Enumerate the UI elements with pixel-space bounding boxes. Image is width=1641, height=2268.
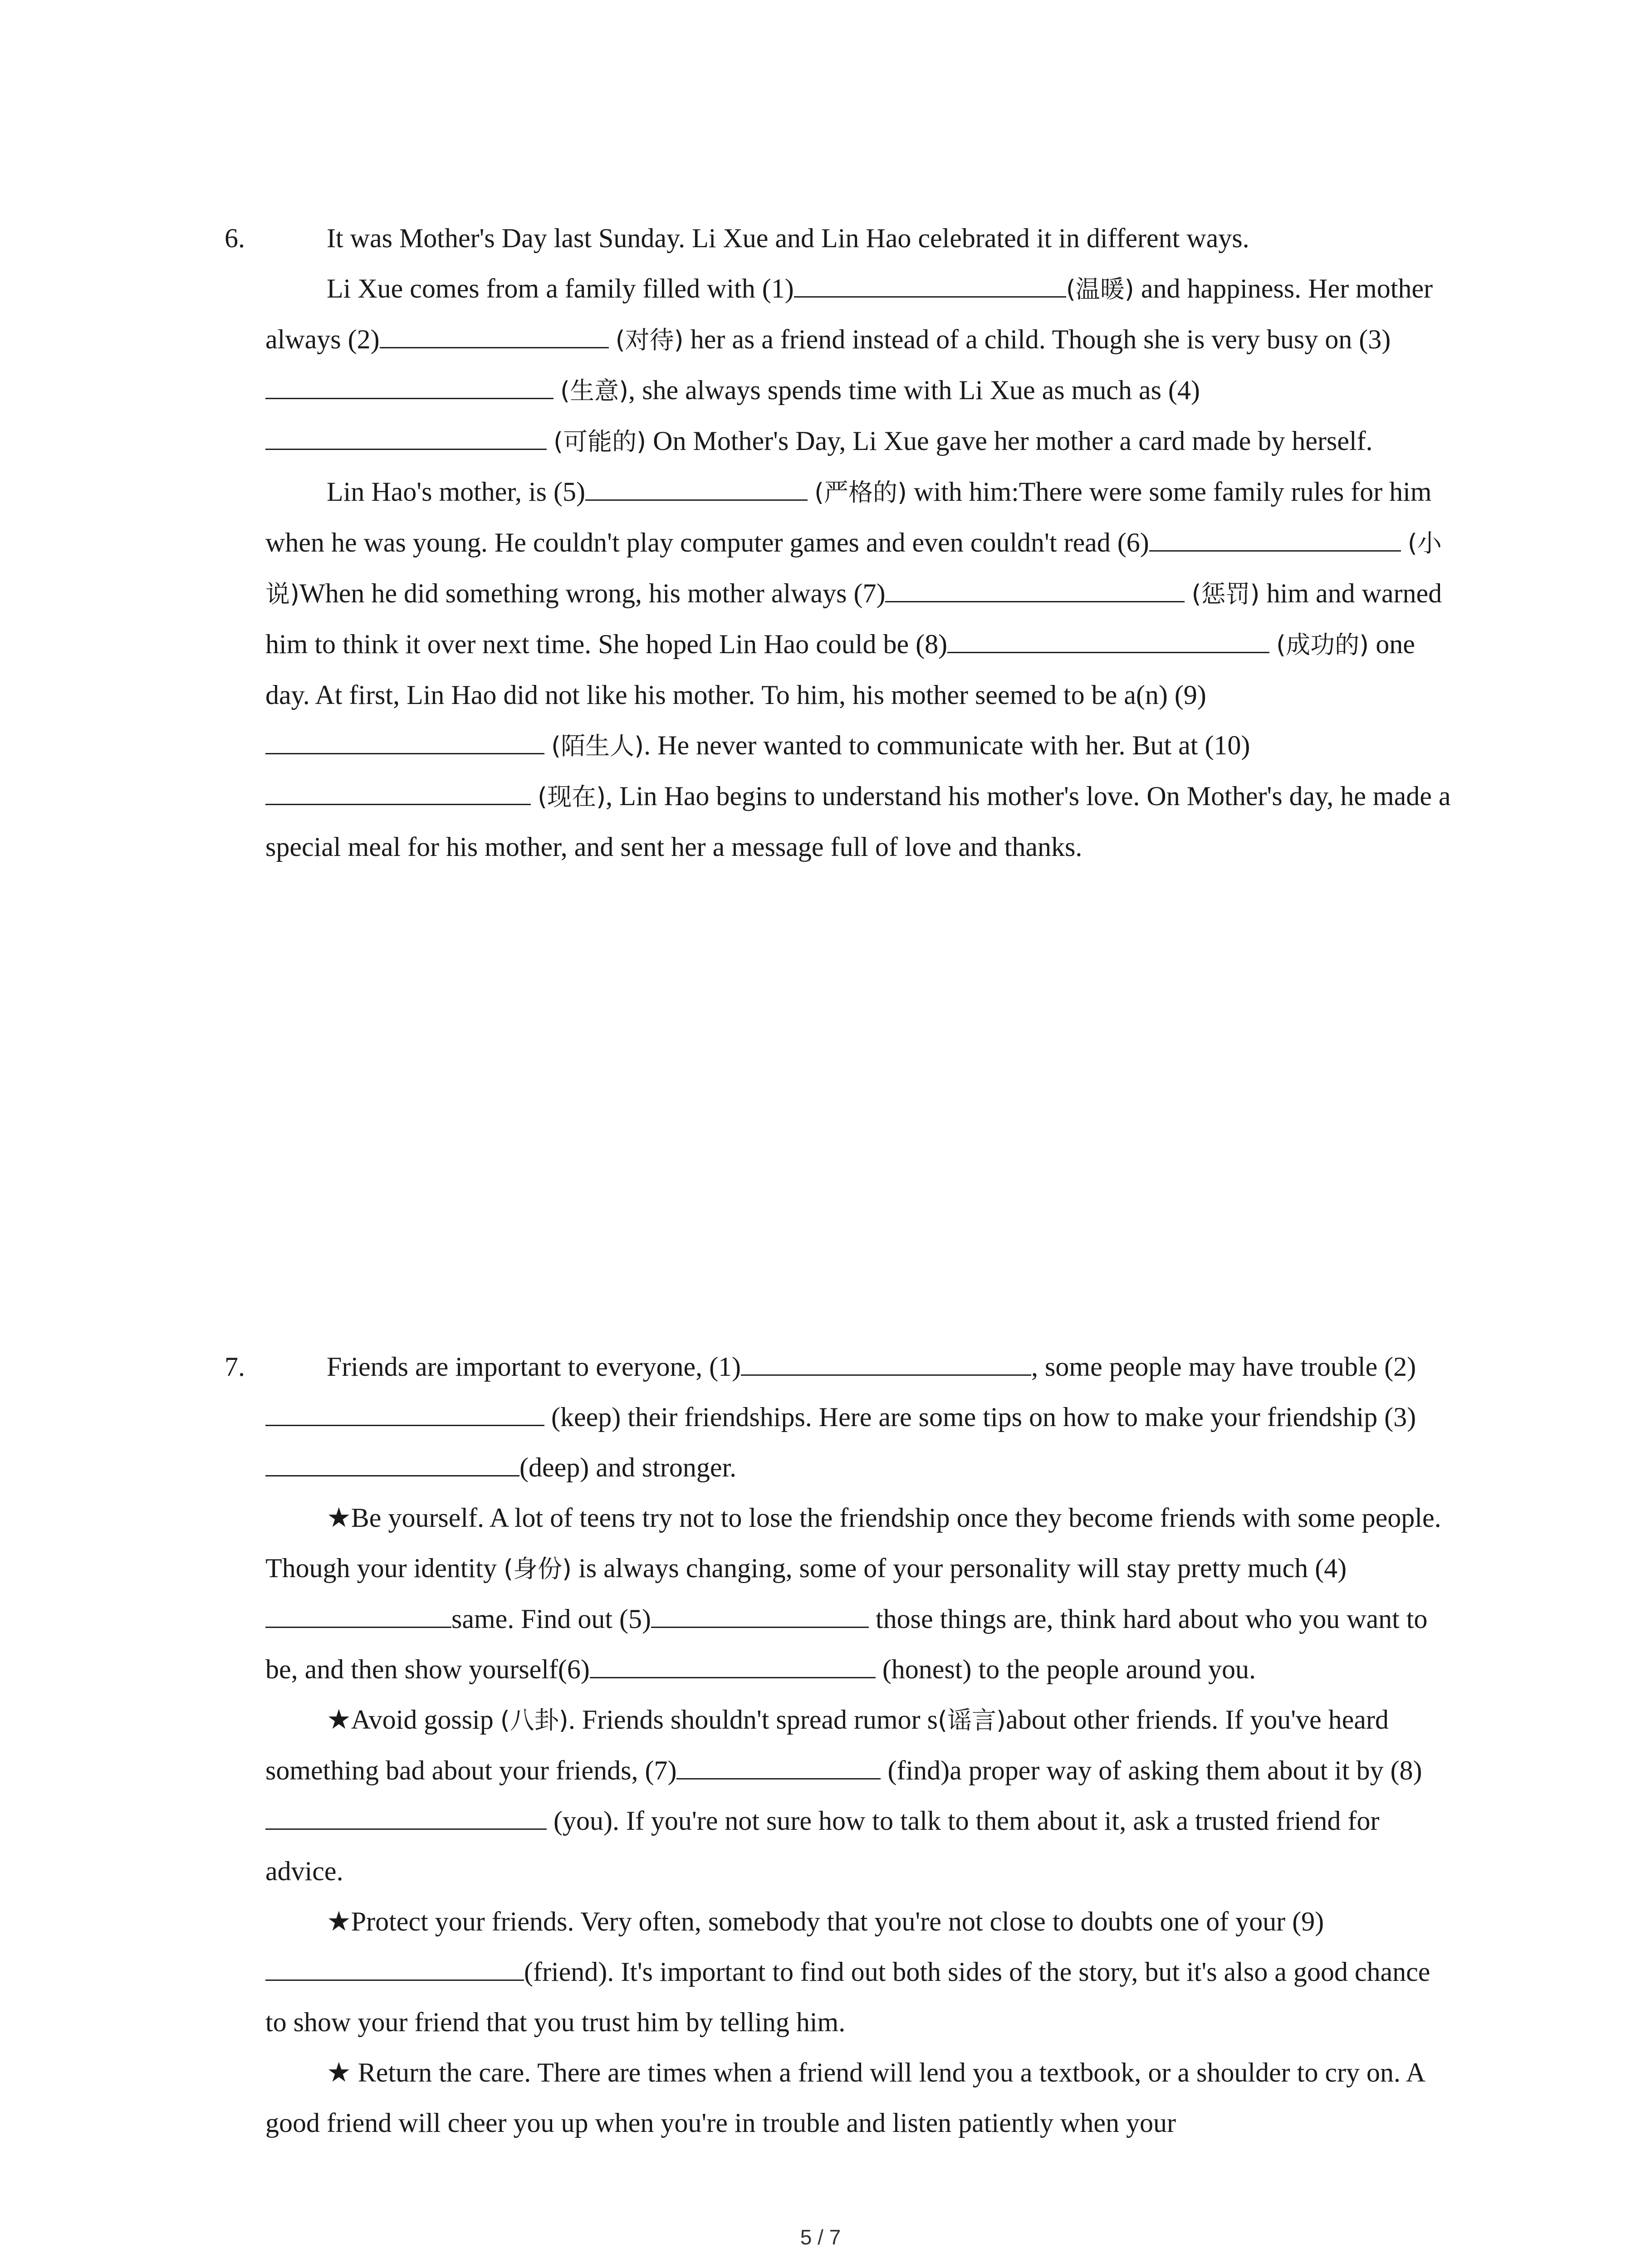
- blank-7-1[interactable]: [741, 1346, 1031, 1376]
- question-number: 6.: [225, 223, 245, 253]
- tip-return-care: ★ Return the care. There are times when a friend will lend you a textbook, or a shoulder to cry on. A good friend will cheer you up when you're in trouble and listen patiently when your: [265, 2058, 1424, 2138]
- hint: (温暖): [1066, 275, 1134, 303]
- blank-6-6[interactable]: [1149, 522, 1401, 552]
- hint: (对待): [615, 326, 684, 354]
- hint: (严格的): [814, 478, 907, 507]
- blank-7-3[interactable]: [265, 1447, 519, 1476]
- blank-7-6[interactable]: [590, 1649, 876, 1678]
- question-7: [225, 1342, 1454, 2148]
- hint: (现在): [538, 782, 606, 811]
- blank-6-7[interactable]: [885, 573, 1185, 602]
- blank-6-5[interactable]: [585, 471, 808, 501]
- blank-7-2[interactable]: [265, 1397, 544, 1426]
- paragraph-li-xue: Li Xue comes from a family filled with (1) (温暖) and happiness. Her mother always (2) (对待) her as a friend instead of a child. Though she is very busy on (3) (生意), she always spends time with Li Xue as much as (4) (可能的) On Mother's Day, Li Xue gave her mother a card made by herself.: [265, 264, 1454, 467]
- hint: (可能的): [554, 427, 647, 456]
- blank-7-9[interactable]: [265, 1951, 524, 1981]
- hint: (惩罚): [1191, 580, 1260, 608]
- question-intro: It was Mother's Day last Sunday. Li Xue and Lin Hao celebrated it in different ways.: [327, 223, 1249, 253]
- blank-7-7[interactable]: [676, 1750, 881, 1779]
- blank-6-8[interactable]: [947, 624, 1269, 653]
- blank-7-5[interactable]: [651, 1598, 869, 1628]
- question-number: 7.: [225, 1352, 245, 1382]
- hint: (谣言): [937, 1706, 1006, 1735]
- paragraph-intro: Friends are important to everyone, (1) , some people may have trouble (2) (keep) their friendships. Here are some tips on how to make your friendship (3)(deep) and stronger.: [265, 1342, 1454, 1493]
- blank-6-10[interactable]: [265, 776, 531, 805]
- hint: (陌生人): [551, 732, 644, 760]
- paragraph-lin-hao: Lin Hao's mother, is (5) (严格的) with him:There were some family rules for him when he was young. He couldn't play computer games and even couldn't read (6) (小说)When he did something wrong, his mother always (7) (惩罚) him and warned him to think it over next time. She hoped Lin Hao could be (8) (成功的) one day. At first, Lin Hao did not like his mother. To him, his mother seemed to be a(n) (9) (陌生人). He never wanted to communicate with her. But at (10) (现在), Lin Hao begins to understand his mother's love. On Mother's day, he made a special meal for his mother, and sent her a message full of love and thanks.: [265, 467, 1454, 872]
- hint: (身份): [503, 1554, 572, 1583]
- hint: (成功的): [1276, 631, 1369, 659]
- tip-be-yourself: ★Be yourself. A lot of teens try not to lose the friendship once they become friends with some people. Though your identity (身份) is always changing, some of your personality will stay pretty much (4)same. Find out (5) those things are, think hard about who you want to be, and then show yourself(6) (honest) to the people around you.: [265, 1503, 1441, 1684]
- blank-6-4[interactable]: [265, 420, 547, 450]
- tip-avoid-gossip: ★Avoid gossip (八卦). Friends shouldn't spread rumor s(谣言)about other friends. If you've heard something bad about your friends, (7) (find)a proper way of asking them about it by (8) (you). If you're not sure how to talk to them about it, ask a trusted friend for advice.: [265, 1705, 1422, 1886]
- hint: (生意): [560, 376, 629, 405]
- page-number: 5 / 7: [800, 2225, 841, 2249]
- blank-6-3[interactable]: [265, 370, 554, 399]
- blank-7-4[interactable]: [265, 1598, 451, 1628]
- blank-7-8[interactable]: [265, 1800, 547, 1830]
- question-6: [225, 213, 1454, 872]
- hint: (小说): [265, 529, 1442, 608]
- blank-6-1[interactable]: [794, 268, 1066, 298]
- hint: (八卦): [500, 1706, 568, 1735]
- blank-6-2[interactable]: [380, 319, 609, 348]
- blank-6-9[interactable]: [265, 725, 544, 754]
- tip-protect-friends: ★Protect your friends. Very often, somebody that you're not close to doubts one of your (9)(friend). It's important to find out both sides of the story, but it's also a good chance to show your friend that you trust him by telling him.: [265, 1906, 1430, 2037]
